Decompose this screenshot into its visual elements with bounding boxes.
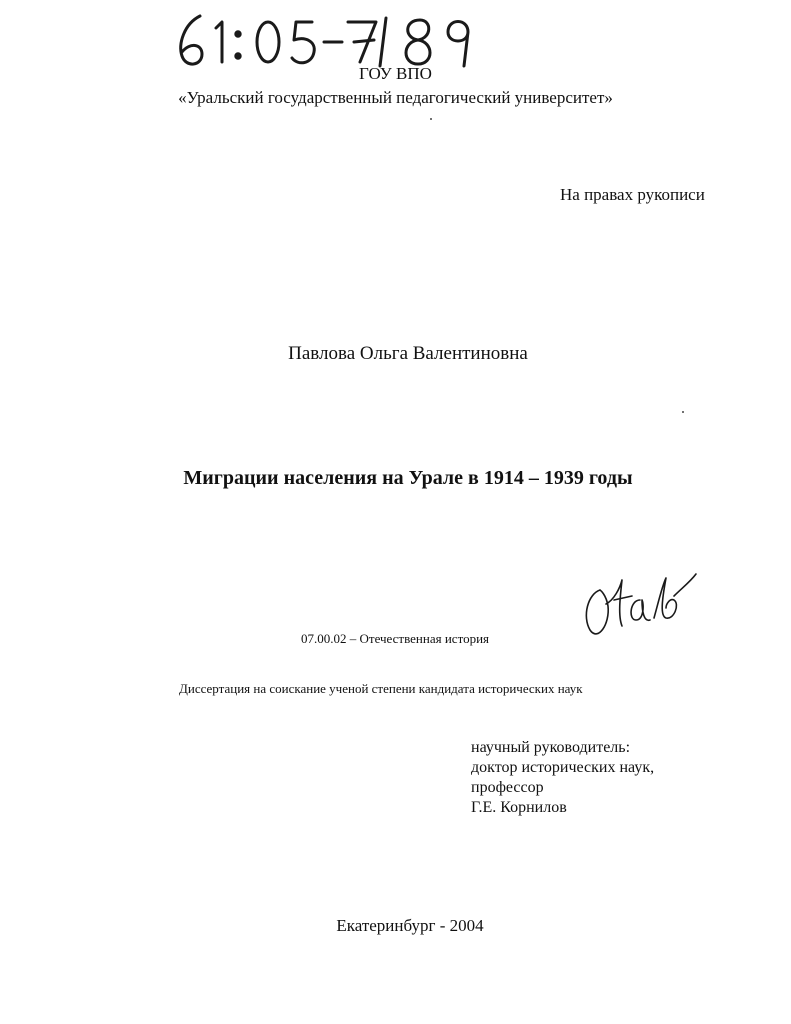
manuscript-rights-note: На правах рукописи <box>560 185 705 204</box>
supervisor-block <box>471 738 654 818</box>
organization-name: «Уральский государственный педагогический университет» <box>178 88 613 107</box>
dissertation-title: Миграции населения на Урале в 1914 – 1939 годы <box>183 467 633 489</box>
handwritten-archive-code <box>172 10 492 72</box>
organization-abbreviation: ГОУ ВПО <box>359 64 432 83</box>
supervisor-role: научный руководитель: <box>471 739 631 756</box>
city-year: Екатеринбург - 2004 <box>336 916 484 935</box>
author-name: Павлова Ольга Валентиновна <box>288 343 528 364</box>
specialty-code: 07.00.02 – Отечественная история <box>301 631 490 646</box>
signature <box>570 560 700 650</box>
scan-speck <box>430 118 432 120</box>
supervisor-rank: профессор <box>471 779 544 796</box>
dissertation-degree-statement: Диссертация на соискание ученой степени кандидата исторических наук <box>179 681 583 696</box>
scan-speck <box>682 411 684 413</box>
supervisor-name: Г.Е. Корнилов <box>471 799 567 816</box>
supervisor-degree: доктор исторических наук, <box>471 759 655 776</box>
